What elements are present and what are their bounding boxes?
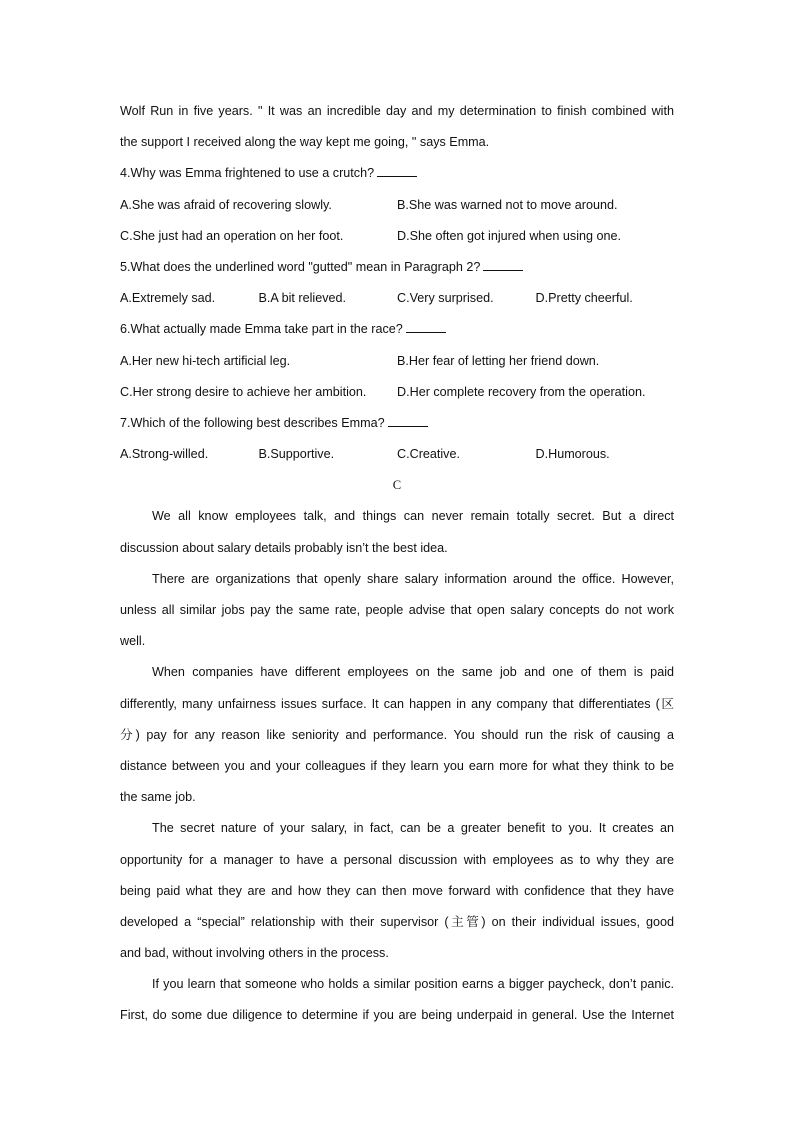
page-content (120, 101, 674, 1037)
paragraph-line: The secret nature of your salary, in fact, can be a greater benefit to you. It creates an (152, 821, 674, 836)
option-c: C.Creative. (397, 447, 460, 462)
option-row (120, 195, 674, 226)
intro-line: Wolf Run in five years. " It was an incredible day and my determination to finish combined with (120, 104, 674, 118)
paragraph-line: differently, many unfairness issues surface. It can happen in any company that differentiates (区 (120, 696, 674, 711)
option-b: B.Her fear of letting her friend down. (397, 353, 600, 368)
option-a: A.She was afraid of recovering slowly. (120, 197, 332, 212)
intro-line: the support I received along the way kept me going, " says Emma. (120, 135, 490, 150)
option-a: A.Her new hi-tech artificial leg. (120, 353, 291, 368)
option-row (120, 444, 674, 475)
option-b: B.She was warned not to move around. (397, 197, 618, 212)
option-b: B.A bit relieved. (258, 291, 347, 306)
option-d: D.Her complete recovery from the operation. (397, 384, 646, 399)
question-stem: 7.Which of the following best describes Emma? (120, 413, 674, 444)
paragraph-line: and bad, without involving others in the process. (120, 946, 389, 961)
question-stem: 4.Why was Emma frightened to use a crutch? (120, 163, 674, 194)
paragraph-line: discussion about salary details probably isn’t the best idea. (120, 540, 448, 555)
answer-blank[interactable] (377, 164, 417, 177)
option-b: B.Supportive. (258, 447, 335, 462)
paragraph-line: When companies have different employees on the same job and one of them is paid (152, 665, 674, 680)
paragraph-line: First, do some due diligence to determine if you are being underpaid in general. Use the Internet (120, 1008, 674, 1023)
answer-blank[interactable] (388, 414, 428, 427)
paragraph-line: We all know employees talk, and things can never remain totally secret. But a direct (152, 509, 674, 524)
paragraph-line: unless all similar jobs pay the same rate, people advise that open salary concepts do not work (120, 603, 674, 617)
paragraph-line: 分) pay for any reason like seniority and performance. You should run the risk of causing a (120, 727, 674, 742)
option-c: C.Very surprised. (397, 291, 494, 306)
question-stem: 6.What actually made Emma take part in the race? (120, 319, 674, 350)
section-heading: C (392, 478, 402, 493)
paragraph-line: the same job. (120, 790, 196, 805)
paragraph-line: There are organizations that openly share salary information around the office. However, (152, 571, 674, 586)
option-c: C.She just had an operation on her foot. (120, 228, 344, 243)
option-a: A.Strong-willed. (120, 447, 209, 462)
paragraph-line: distance between you and your colleagues if they learn you earn more for what they think to be (120, 758, 674, 773)
paragraph-line: If you learn that someone who holds a similar position earns a bigger paycheck, don’t panic. (152, 977, 674, 992)
question-stem: 5.What does the underlined word "gutted" mean in Paragraph 2? (120, 257, 674, 288)
answer-blank[interactable] (483, 258, 523, 271)
answer-blank[interactable] (406, 320, 446, 333)
option-row (120, 226, 674, 257)
option-a: A.Extremely sad. (120, 291, 216, 306)
paragraph-line: opportunity for a manager to have a personal discussion with employees as to why they are (120, 852, 674, 867)
option-row (120, 288, 674, 319)
paragraph-line: well. (120, 634, 146, 649)
option-row (120, 351, 674, 382)
paragraph-line: being paid what they are and how they can then move forward with confidence that they have (120, 883, 674, 898)
option-c: C.Her strong desire to achieve her ambition. (120, 384, 367, 399)
option-row (120, 382, 674, 413)
paragraph-line: developed a “special” relationship with their supervisor (主管) on their individual issues, good (120, 914, 674, 929)
option-d: D.She often got injured when using one. (397, 228, 622, 243)
option-d: D.Humorous. (535, 447, 610, 462)
option-d: D.Pretty cheerful. (535, 291, 633, 306)
